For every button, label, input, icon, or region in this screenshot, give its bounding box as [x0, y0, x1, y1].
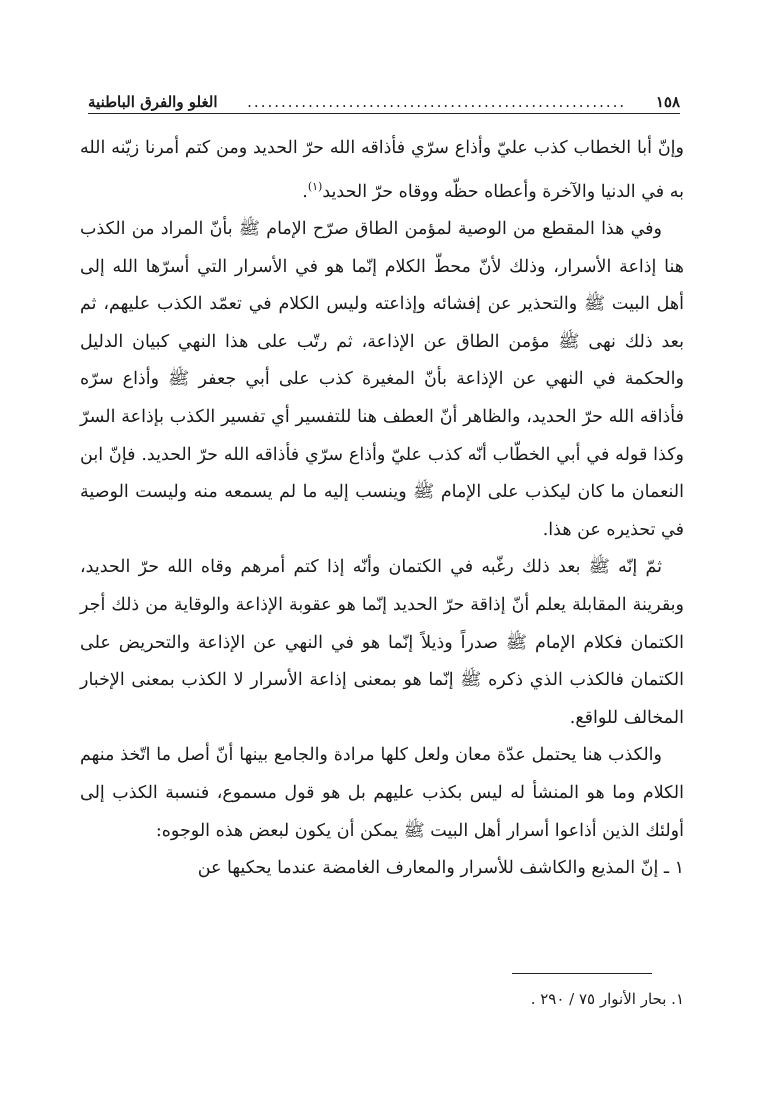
paragraph-1-tail: .: [302, 181, 308, 202]
main-text: [80, 130, 684, 888]
footnote-ref: (١): [307, 179, 323, 193]
paragraph-2: وفي هذا المقطع من الوصية لمؤمن الطاق صرّح الإمام ﷺ بأنّ المراد من الكذب هنا إذاعة الأسرار، وذلك لأنّ محطّ الكلام إنّما هو في الأسرار التي أسرّها الله إلى أهل البيت ﷺ والتحذير عن إفشائه وإذاعته وليس الكلام في تعمّد الكذب عليهم، ثم بعد ذلك نهى ﷺ مؤمن الطاق عن الإذاعة، ثم رتّب على هذا النهي كبيان الدليل والحكمة في النهي عن الإذاعة بأنّ المغيرة كذب على أبي جعفر ﷺ وأذاع سرّه فأذاقه الله حرّ الحديد، والظاهر أنّ العطف هنا للتفسير أي تفسير الكذب بإذاعة السرّ وكذا قوله في أبي الخطّاب أنّه كذب عليّ وأذاع سرّي فأذاقه الله حرّ الحديد. فإنّ ابن النعمان ما كان ليكذب على الإمام ﷺ وينسب إليه ما لم يسمعه منه وليست الوصية في تحذيره عن هذا.: [80, 219, 684, 540]
footnote: ١. بحار الأنوار ٧٥ / ٢٩٠ .: [530, 990, 684, 1008]
header-rule: [88, 113, 680, 114]
footnote-separator: [512, 973, 652, 974]
paragraph-1: [80, 130, 684, 211]
header-leader-dots: ........................................................: [247, 93, 627, 111]
book-title: الغلو والفرق الباطنية: [88, 93, 218, 111]
paragraph-4: والكذب هنا يحتمل عدّة معان ولعل كلها مرادة والجامع بينها أنّ أصل ما اتّخذ منهم الكلام وما هو المنشأ له ليس بكذب عليهم بل هو قول مسموع، فنسبة الكذب إلى أولئك الذين أذاعوا أسرار أهل البيت ﷺ يمكن أن يكون لبعض هذه الوجوه:: [80, 745, 684, 841]
running-header: [88, 88, 680, 112]
paragraph-3: ثمّ إنّه ﷺ بعد ذلك رغّبه في الكتمان وأنّه إذا كتم أمرهم وقاه الله حرّ الحديد، وبقرينة المقابلة يعلم أنّ إذاقة حرّ الحديد إنّما هو عقوبة الإذاعة والوقاية من ذلك أجر الكتمان فكلام الإمام ﷺ صدراً وذيلاً إنّما هو في النهي عن الإذاعة والتحريض على الكتمان فالكذب الذي ذكره ﷺ إنّما هو بمعنى إذاعة الأسرار لا الكذب بمعنى الإخبار المخالف للواقع.: [80, 557, 684, 728]
paragraph-5: ١ ـ إنّ المذيع والكاشف للأسرار والمعارف الغامضة عندما يحكيها عن: [197, 858, 684, 879]
paragraph-1-text: وإنّ أبا الخطاب كذب عليّ وأذاع سرّي فأذاقه الله حرّ الحديد ومن كتم أمرنا زيّنه الله به في الدنيا والآخرة وأعطاه حظّه ووقاه حرّ الحديد: [80, 138, 684, 202]
page-number: ١٥٨: [655, 93, 680, 111]
